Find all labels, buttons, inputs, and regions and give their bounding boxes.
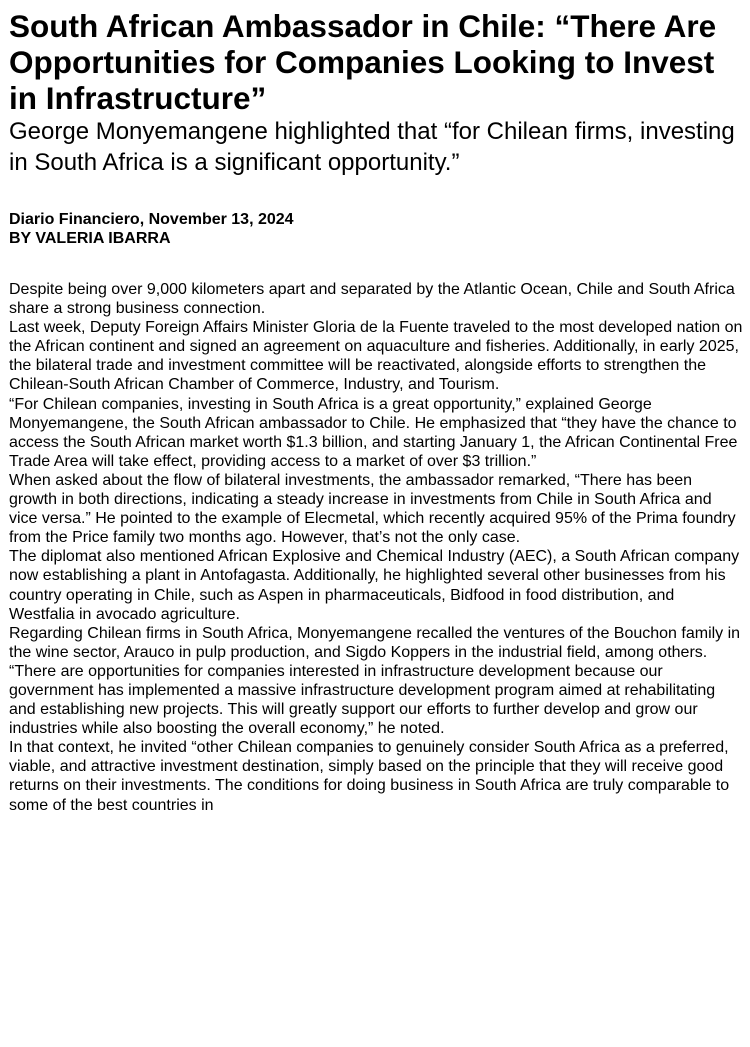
body-paragraph: In that context, he invited “other Chilean companies to genuinely consider South Africa as a preferred, viable, and attractive investment destination, simply based on the principle that they will receive good returns on their investments. The conditions for doing business in South Africa are truly comparable to some of the best countries in bbox=[9, 739, 730, 814]
byline: BY VALERIA IBARRA bbox=[9, 230, 171, 247]
body-paragraph: Despite being over 9,000 kilometers apart and separated by the Atlantic Ocean, Chile and South Africa share a strong business connection. bbox=[9, 281, 735, 318]
source-and-date: Diario Financiero, November 13, 2024 bbox=[9, 211, 294, 228]
body-paragraph: “There are opportunities for companies interested in infrastructure development because our government has implemented a massive infrastructure development program aimed at rehabilitating and establishing new projects. This will greatly support our efforts to further develop and grow our industries while also boosting the overall economy,” he noted. bbox=[9, 662, 716, 738]
body-paragraph: When asked about the flow of bilateral investments, the ambassador remarked, “There has been growth in both directions, indicating a steady increase in investments from Chile in South Africa and vice versa.” He pointed to the example of Elecmetal, which recently acquired 95% of the Prima foundry from the Price family two months ago. However, that’s not the only case. bbox=[9, 471, 736, 547]
article-headline: South African Ambassador in Chile: “There Are Opportunities for Companies Looking to Invest in Infrastructure” bbox=[9, 8, 717, 116]
body-paragraph: “For Chilean companies, investing in South Africa is a great opportunity,” explained George Monyemangene, the South African ambassador to Chile. He emphasized that “they have the chance to access the South African market worth $1.3 billion, and starting January 1, the African Continental Free Trade Area will take effect, providing access to a market of over $3 trillion.” bbox=[9, 395, 738, 470]
body-paragraph: Last week, Deputy Foreign Affairs Minister Gloria de la Fuente traveled to the most developed nation on the African continent and signed an agreement on aquaculture and fisheries. Additionally, in early 2025, the bilateral trade and investment committee will be reactivated, alongside efforts to strengthen the Chilean-South African Chamber of Commerce, Industry, and Tourism. bbox=[9, 319, 743, 394]
article-body bbox=[9, 280, 744, 815]
article-subheadline: George Monyemangene highlighted that “for Chilean firms, investing in South Africa is a significant opportunity.” bbox=[9, 118, 735, 176]
article-meta bbox=[9, 210, 744, 248]
body-paragraph: The diplomat also mentioned African Explosive and Chemical Industry (AEC), a South African company now establishing a plant in Antofagasta. Additionally, he highlighted several other businesses from his country operating in Chile, such as Aspen in pharmaceuticals, Bidfood in food distribution, and Westfalia in avocado agriculture. bbox=[9, 548, 740, 623]
body-paragraph: Regarding Chilean firms in South Africa, Monyemangene recalled the ventures of the Bouchon family in the wine sector, Arauco in pulp production, and Sigdo Koppers in the industrial field, among others. bbox=[9, 624, 741, 661]
article bbox=[9, 8, 744, 815]
